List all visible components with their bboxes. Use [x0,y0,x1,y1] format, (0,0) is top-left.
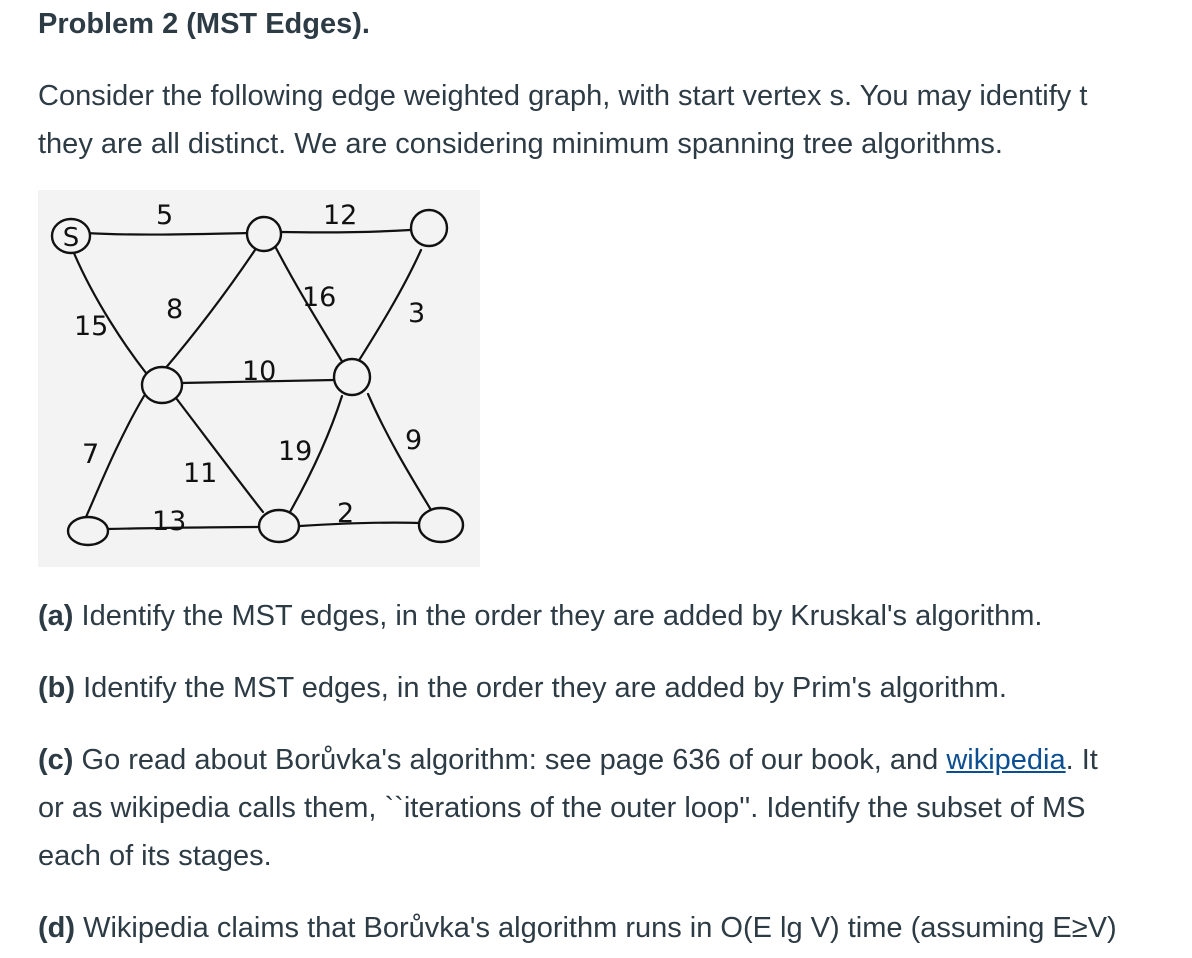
part-d-label: (d) [38,912,76,944]
weight-label: 13 [152,506,187,537]
intro-line-1: Consider the following edge weighted graph, with start vertex s. You may identify t [38,80,1088,112]
weight-label: 5 [156,200,174,231]
part-b-label: (b) [38,672,76,704]
part-a-text: Identify the MST edges, in the order they are added by Kruskal's algorithm. [73,600,1043,632]
weight-label: 10 [242,356,277,387]
edge-c-f [176,398,263,512]
wikipedia-link[interactable]: wikipedia [946,744,1066,776]
edge-f-g [300,523,421,526]
part-c-text: Go read about Borůvka's algorithm: see page 636 of our book, and [73,744,947,776]
vertex-middle-left [142,367,182,403]
part-c-line-1 [38,736,1098,784]
weight-label: 7 [82,439,100,470]
edge-s-a [86,233,249,235]
weight-label: 15 [74,311,109,342]
start-vertex-label: S [62,223,80,253]
graph-drawing [38,190,480,567]
part-b [38,664,1007,712]
vertex-bottom-left [68,517,108,545]
weight-label: 11 [183,458,218,489]
weight-label: 3 [408,298,426,329]
weight-label: 2 [337,498,355,529]
vertex-bottom-right [419,508,463,542]
vertex-top-middle [247,217,281,251]
part-c-line-3: each of its stages. [38,840,272,872]
problem-title: Problem 2 (MST Edges). [38,8,370,40]
weight-label: 8 [166,294,184,325]
vertex-top-right [411,210,447,246]
part-c-label: (c) [38,744,74,776]
part-a-label: (a) [38,600,74,632]
intro-line-2: they are all distinct. We are considering minimum spanning tree algorithms. [38,128,1003,160]
weight-label: 12 [323,200,358,231]
edge-s-c [71,246,146,373]
weight-label: 16 [302,282,337,313]
vertex-middle-right [334,359,370,395]
weight-label: 9 [405,425,423,456]
vertex-bottom-middle [259,510,299,542]
part-d [38,904,1117,952]
part-c-line-2: or as wikipedia calls them, ``iterations of the outer loop''. Identify the subset of MS [38,792,1086,824]
graph-figure [38,190,480,567]
weight-label: 19 [278,436,313,467]
part-d-text: Wikipedia claims that Borůvka's algorithm runs in O(E lg V) time (assuming E≥V) [75,912,1117,944]
part-a [38,592,1042,640]
part-c-text-after-link: . It [1065,744,1098,776]
part-b-text: Identify the MST edges, in the order they are added by Prim's algorithm. [75,672,1007,704]
